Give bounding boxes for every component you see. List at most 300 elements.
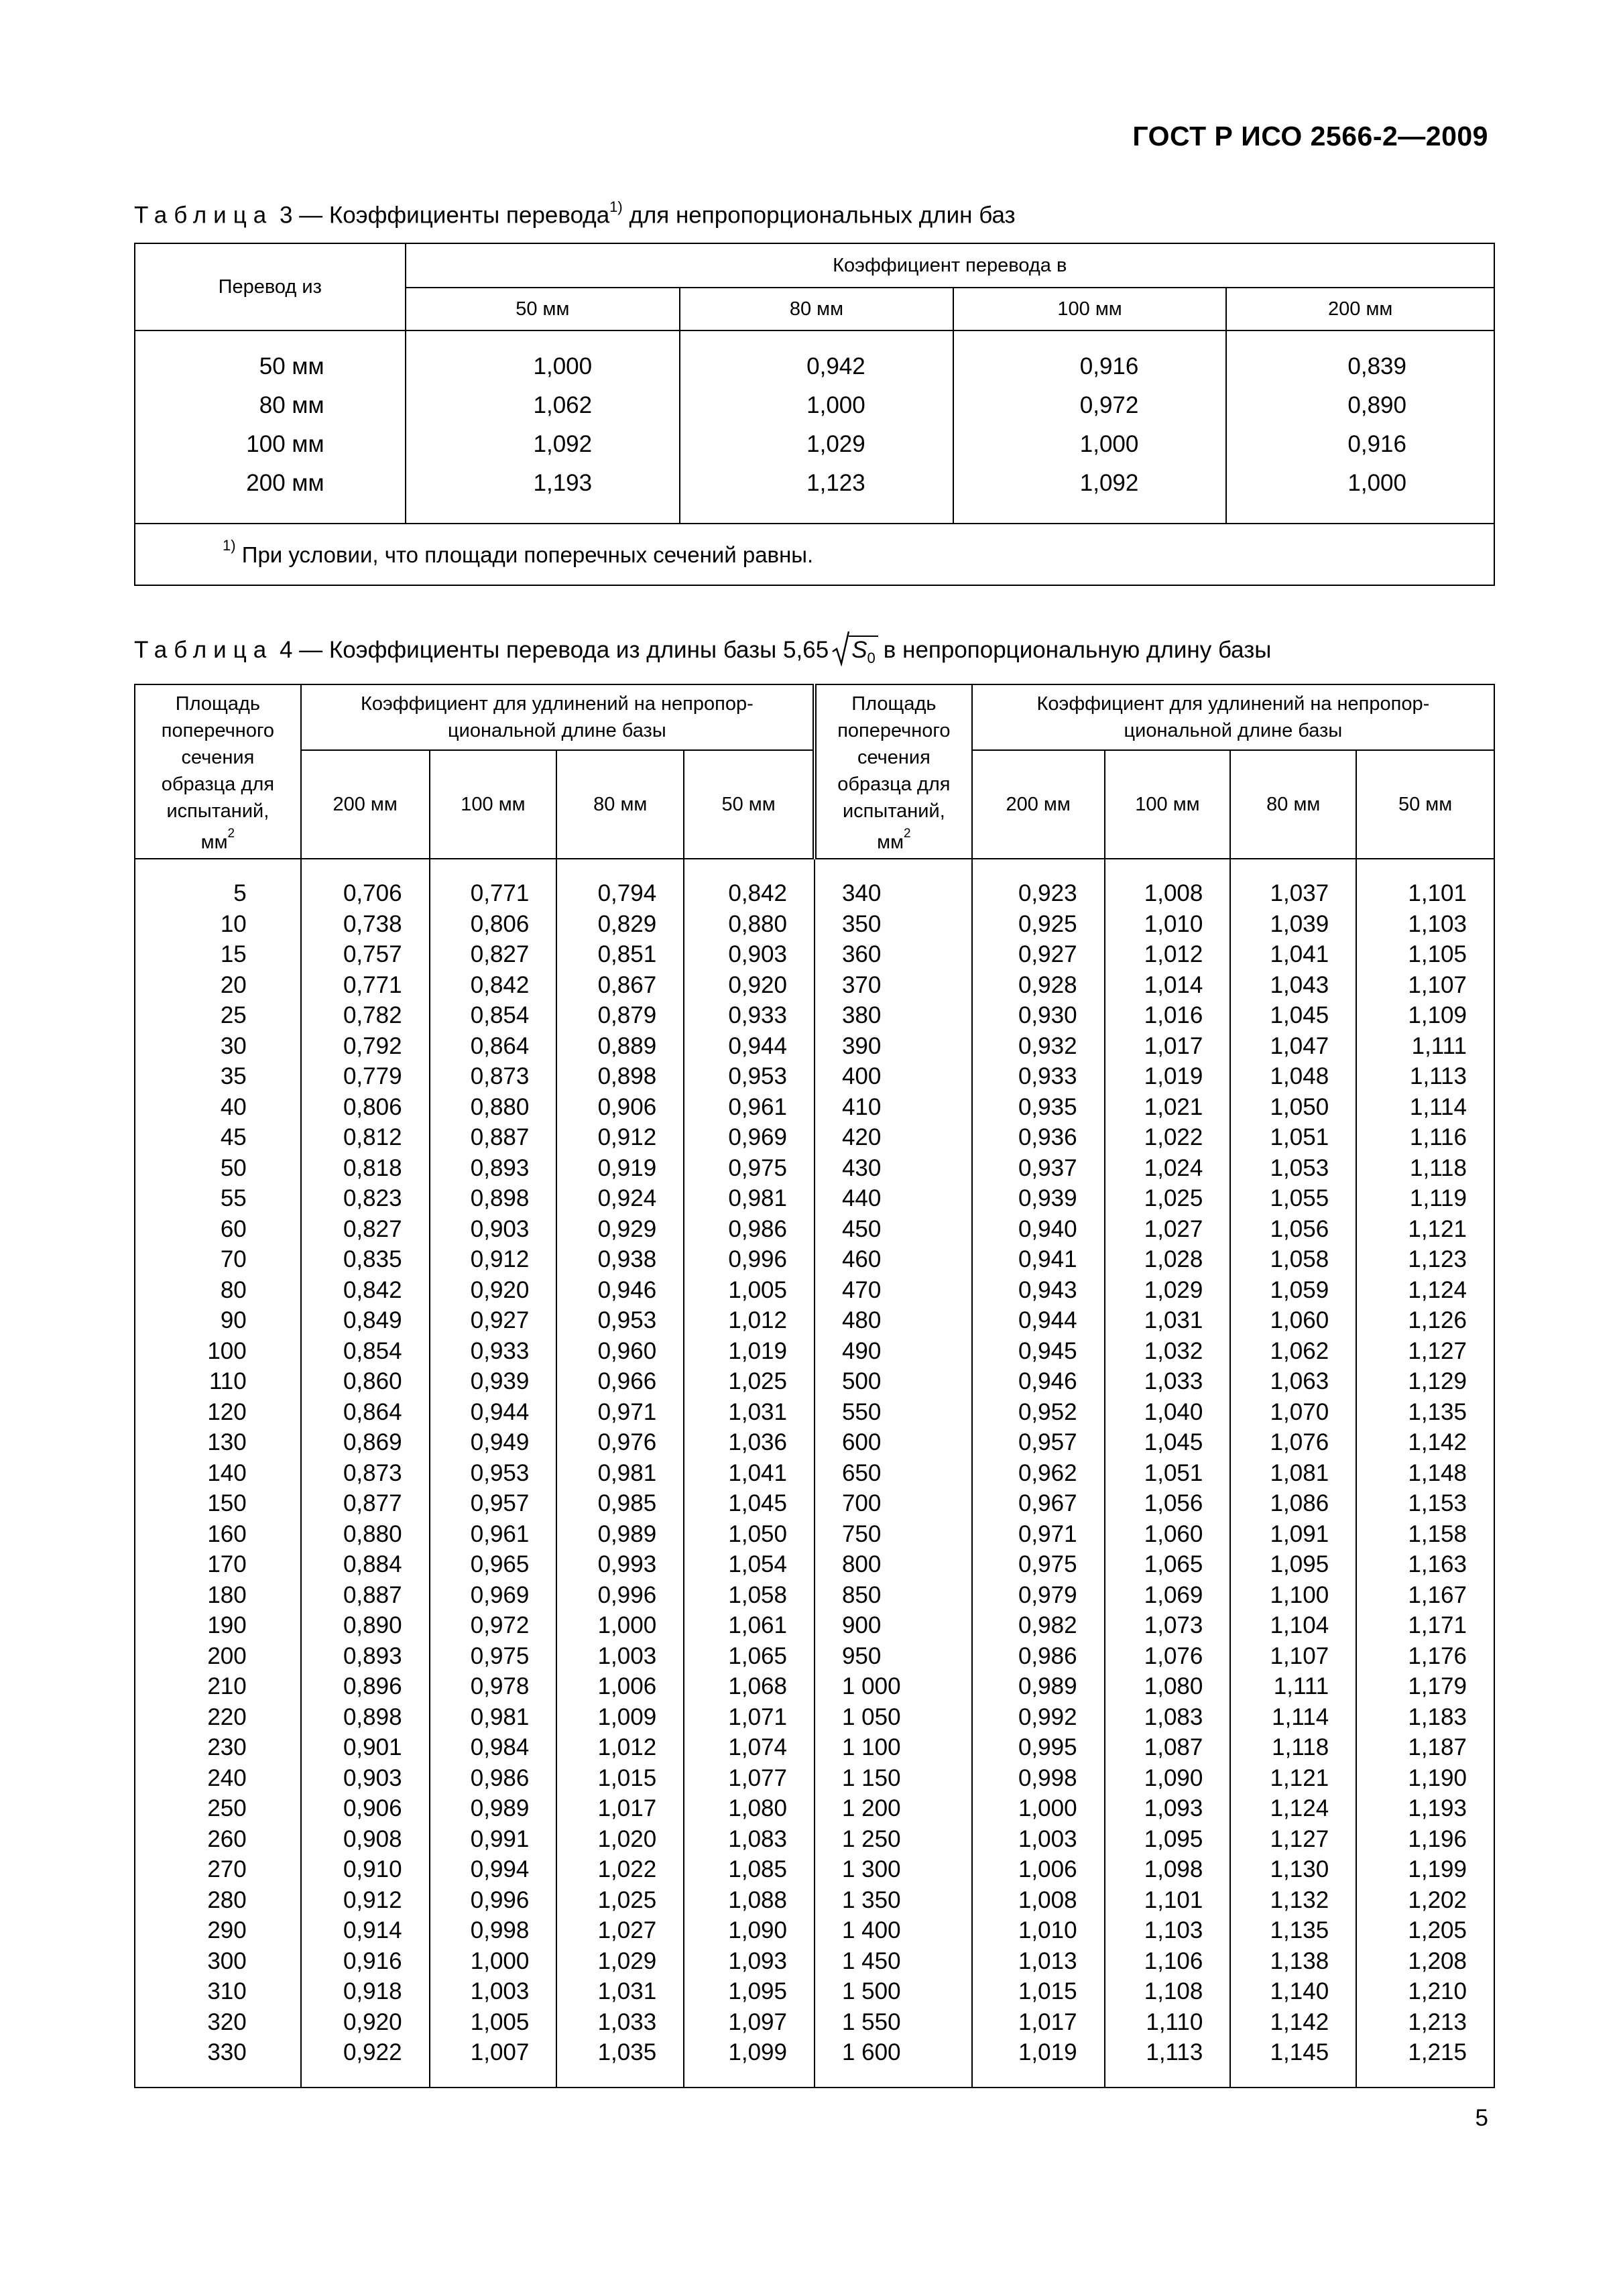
- table4-value-cell: 1,098: [1105, 1854, 1231, 1885]
- table4-value-cell: 0,957: [972, 1427, 1105, 1458]
- table4-value-cell: 1,140: [1230, 1976, 1356, 2007]
- table4-value-cell: 0,920: [684, 970, 815, 1001]
- table4: [134, 684, 1495, 2088]
- table4-value-cell: 0,906: [301, 1793, 430, 1824]
- table4-value-cell: 0,920: [430, 1275, 557, 1306]
- table4-value-cell: 1,083: [1105, 1702, 1231, 1733]
- table4-value-cell: 1,106: [1105, 1946, 1231, 1977]
- table4-caption-prefix: Таблица: [134, 637, 274, 663]
- table4-value-cell: 0,757: [301, 939, 430, 970]
- table4-value-cell: 1,135: [1230, 1915, 1356, 1946]
- table4-value-cell: 1,012: [1105, 939, 1231, 970]
- table4-value-cell: 0,827: [301, 1214, 430, 1245]
- table4-value-cell: 0,961: [684, 1092, 815, 1123]
- table4-value-cell: 0,996: [430, 1885, 557, 1916]
- table4-value-cell: 1,016: [1105, 1000, 1231, 1031]
- table3-value-cell: 0,972: [953, 386, 1227, 425]
- table4-value-cell: 0,938: [556, 1244, 684, 1275]
- table4-value-cell: 0,893: [301, 1641, 430, 1672]
- table4-value-cell: 1,090: [1105, 1763, 1231, 1794]
- table3-value-cell: 0,839: [1226, 347, 1494, 386]
- table4-value-cell: 1,113: [1105, 2037, 1231, 2068]
- table4-value-cell: 0,864: [430, 1031, 557, 1062]
- area-header-line: образца для: [837, 774, 951, 795]
- table4-area-cell: 40: [135, 1092, 301, 1123]
- table4-area-cell: 250: [135, 1793, 301, 1824]
- table4-area-cell: 120: [135, 1397, 301, 1428]
- table4-value-cell: 0,943: [972, 1275, 1105, 1306]
- table4-value-cell: 0,842: [430, 970, 557, 1001]
- table4-value-cell: 0,887: [430, 1122, 557, 1153]
- table4-value-cell: 1,190: [1356, 1763, 1494, 1794]
- table4-value-cell: 0,998: [430, 1915, 557, 1946]
- table4-area-cell: 140: [135, 1458, 301, 1489]
- table4-row: [135, 1366, 1494, 1397]
- group-header-line: Коэффициент для удлинений на непропор-: [360, 693, 754, 715]
- table4-value-cell: 0,989: [972, 1671, 1105, 1702]
- table4-value-cell: 1,045: [684, 1488, 815, 1519]
- table4-value-cell: 1,031: [684, 1397, 815, 1428]
- table4-value-cell: 0,887: [301, 1580, 430, 1611]
- table4-value-cell: 1,010: [1105, 909, 1231, 940]
- table4-value-cell: 1,017: [1105, 1031, 1231, 1062]
- table4-value-cell: 0,908: [301, 1824, 430, 1855]
- table4-value-cell: 1,031: [1105, 1305, 1231, 1336]
- table3-row: [135, 347, 1494, 386]
- table4-row: [135, 1458, 1494, 1489]
- table4-area-cell: 280: [135, 1885, 301, 1916]
- table4-value-cell: 1,103: [1356, 909, 1494, 940]
- area-header-line: поперечного: [161, 720, 275, 741]
- table4-area-cell: 260: [135, 1824, 301, 1855]
- table4-value-cell: 1,039: [1230, 909, 1356, 940]
- table4-row: [135, 1763, 1494, 1794]
- table4-area-cell: 55: [135, 1183, 301, 1214]
- table4-value-cell: 0,953: [684, 1061, 815, 1092]
- table4-area-cell: 750: [815, 1519, 972, 1550]
- table4-row: [135, 970, 1494, 1001]
- table4-value-cell: 0,949: [430, 1427, 557, 1458]
- area-header-line: образца для: [161, 774, 275, 795]
- area-header-unit-sup: 2: [904, 827, 911, 841]
- table4-value-cell: 0,946: [556, 1275, 684, 1306]
- table3-row: [135, 425, 1494, 464]
- table4-row: [135, 1183, 1494, 1214]
- table4-area-cell: 130: [135, 1427, 301, 1458]
- table4-value-cell: 1,047: [1230, 1031, 1356, 1062]
- table4-row: [135, 1275, 1494, 1306]
- table4-area-cell: 80: [135, 1275, 301, 1306]
- table4-value-cell: 1,210: [1356, 1976, 1494, 2007]
- table4-area-cell: 100: [135, 1336, 301, 1367]
- table4-value-cell: 1,069: [1105, 1580, 1231, 1611]
- table4-value-cell: 0,864: [301, 1397, 430, 1428]
- table4-value-cell: 1,020: [556, 1824, 684, 1855]
- table4-value-cell: 1,126: [1356, 1305, 1494, 1336]
- table4-value-cell: 1,104: [1230, 1610, 1356, 1641]
- table4-value-cell: 0,880: [430, 1092, 557, 1123]
- table4-value-cell: 0,879: [556, 1000, 684, 1031]
- table4-row: [135, 2037, 1494, 2068]
- table4-value-cell: 0,923: [972, 878, 1105, 909]
- table4-value-cell: 0,975: [972, 1549, 1105, 1580]
- area-header-line: испытаний,: [842, 800, 945, 822]
- table4-row: [135, 1031, 1494, 1062]
- table4-value-cell: 1,015: [972, 1976, 1105, 2007]
- table3-value-cell: 1,000: [953, 425, 1227, 464]
- table4-value-cell: 1,148: [1356, 1458, 1494, 1489]
- table4-value-cell: 0,898: [556, 1061, 684, 1092]
- table4-value-cell: 0,771: [301, 970, 430, 1001]
- table4-caption-tail: в непропорциональную длину базы: [883, 637, 1272, 663]
- table4-value-cell: 1,060: [1105, 1519, 1231, 1550]
- table4-value-cell: 0,998: [972, 1763, 1105, 1794]
- table4-area-cell: 20: [135, 970, 301, 1001]
- table4-value-cell: 0,965: [430, 1549, 557, 1580]
- table4-value-cell: 0,986: [430, 1763, 557, 1794]
- table4-value-cell: 1,118: [1230, 1732, 1356, 1763]
- table4-value-cell: 1,065: [684, 1641, 815, 1672]
- table4-value-cell: 1,108: [1105, 1976, 1231, 2007]
- table3-from-cell: 200 мм: [135, 464, 406, 503]
- table4-row: [135, 1824, 1494, 1855]
- table4-value-cell: 0,961: [430, 1519, 557, 1550]
- table4-col-header: 100 мм: [430, 750, 557, 859]
- table4-value-cell: 1,130: [1230, 1854, 1356, 1885]
- table4-value-cell: 0,901: [301, 1732, 430, 1763]
- table4-area-cell: 10: [135, 909, 301, 940]
- table4-value-cell: 0,918: [301, 1976, 430, 2007]
- table4-value-cell: 0,912: [430, 1244, 557, 1275]
- table4-value-cell: 0,952: [972, 1397, 1105, 1428]
- table4-value-cell: 0,794: [556, 878, 684, 909]
- table4-value-cell: 0,976: [556, 1427, 684, 1458]
- table3-footnote-text: При условии, что площади поперечных сечений равны.: [235, 542, 814, 567]
- table4-value-cell: 0,890: [301, 1610, 430, 1641]
- table4-row: [135, 1976, 1494, 2007]
- table4-value-cell: 1,032: [1105, 1336, 1231, 1367]
- table4-value-cell: 1,121: [1230, 1763, 1356, 1794]
- table4-value-cell: 1,073: [1105, 1610, 1231, 1641]
- table4-area-cell: 340: [815, 878, 972, 909]
- table4-value-cell: 0,994: [430, 1854, 557, 1885]
- table4-value-cell: 0,738: [301, 909, 430, 940]
- table4-value-cell: 1,123: [1356, 1244, 1494, 1275]
- table4-value-cell: 0,898: [301, 1702, 430, 1733]
- table4-value-cell: 0,935: [972, 1092, 1105, 1123]
- table4-value-cell: 1,087: [1105, 1732, 1231, 1763]
- table4-row: [135, 2007, 1494, 2038]
- table4-area-cell: 440: [815, 1183, 972, 1214]
- table4-area-cell: 400: [815, 1061, 972, 1092]
- table4-area-cell: 330: [135, 2037, 301, 2068]
- area-header-line: сечения: [181, 747, 255, 768]
- table4-value-cell: 1,007: [430, 2037, 557, 2068]
- table4-area-cell: 470: [815, 1275, 972, 1306]
- table4-value-cell: 1,086: [1230, 1488, 1356, 1519]
- table4-col-header: 100 мм: [1105, 750, 1231, 859]
- table4-value-cell: 0,924: [556, 1183, 684, 1214]
- table4-value-cell: 0,919: [556, 1153, 684, 1184]
- table4-value-cell: 1,012: [556, 1732, 684, 1763]
- table4-value-cell: 0,854: [430, 1000, 557, 1031]
- table4-value-cell: 1,163: [1356, 1549, 1494, 1580]
- table4-value-cell: 1,179: [1356, 1671, 1494, 1702]
- table4-row: [135, 1397, 1494, 1428]
- table3-row: [135, 464, 1494, 503]
- table4-value-cell: 1,053: [1230, 1153, 1356, 1184]
- table4-value-cell: 0,880: [684, 909, 815, 940]
- table4-value-cell: 0,827: [430, 939, 557, 970]
- table4-area-cell: 15: [135, 939, 301, 970]
- table3-row: [135, 386, 1494, 425]
- table4-value-cell: 1,124: [1356, 1275, 1494, 1306]
- table4-area-cell: 650: [815, 1458, 972, 1489]
- table3-caption-prefix: Таблица: [134, 202, 274, 229]
- table4-value-cell: 1,033: [556, 2007, 684, 2038]
- table4-value-cell: 1,116: [1356, 1122, 1494, 1153]
- table4-value-cell: 0,912: [301, 1885, 430, 1916]
- table4-value-cell: 0,960: [556, 1336, 684, 1367]
- group-header-line: Коэффициент для удлинений на непропор-: [1036, 693, 1430, 715]
- table4-value-cell: 0,910: [301, 1854, 430, 1885]
- table4-value-cell: 0,823: [301, 1183, 430, 1214]
- table4-value-cell: 1,153: [1356, 1488, 1494, 1519]
- table4-area-cell: 600: [815, 1427, 972, 1458]
- table4-value-cell: 0,903: [684, 939, 815, 970]
- table4-value-cell: 1,202: [1356, 1885, 1494, 1916]
- table4-value-cell: 1,111: [1230, 1671, 1356, 1702]
- table4-value-cell: 0,933: [684, 1000, 815, 1031]
- table4-value-cell: 1,176: [1356, 1641, 1494, 1672]
- table4-value-cell: 1,000: [972, 1793, 1105, 1824]
- table4-value-cell: 1,056: [1230, 1214, 1356, 1245]
- table4-area-cell: 200: [135, 1641, 301, 1672]
- table4-value-cell: 1,129: [1356, 1366, 1494, 1397]
- table4-area-cell: 350: [815, 909, 972, 940]
- table4-area-cell: 240: [135, 1763, 301, 1794]
- table4-value-cell: 1,028: [1105, 1244, 1231, 1275]
- table4-value-cell: 0,906: [556, 1092, 684, 1123]
- table4-value-cell: 0,903: [301, 1763, 430, 1794]
- table4-value-cell: 0,991: [430, 1824, 557, 1855]
- table4-area-cell: 460: [815, 1244, 972, 1275]
- table4-area-cell: 1 050: [815, 1702, 972, 1733]
- table4-value-cell: 0,975: [684, 1153, 815, 1184]
- table4-value-cell: 0,969: [684, 1122, 815, 1153]
- table4-col-header: 80 мм: [1230, 750, 1356, 859]
- table3-value-cell: 1,000: [406, 347, 680, 386]
- table4-value-cell: 1,138: [1230, 1946, 1356, 1977]
- table3-caption-title: 3 — Коэффициенты перевода: [273, 202, 610, 229]
- table4-value-cell: 0,975: [430, 1641, 557, 1672]
- table4-value-cell: 0,989: [556, 1519, 684, 1550]
- table3-value-cell: 1,092: [406, 425, 680, 464]
- table4-value-cell: 1,006: [556, 1671, 684, 1702]
- table3: [134, 243, 1495, 586]
- table4-value-cell: 1,101: [1105, 1885, 1231, 1916]
- table4-area-cell: 1 500: [815, 1976, 972, 2007]
- table4-row: [135, 1885, 1494, 1916]
- table3-col-header: 80 мм: [680, 288, 953, 330]
- table4-area-cell: 25: [135, 1000, 301, 1031]
- table4-value-cell: 1,193: [1356, 1793, 1494, 1824]
- table4-value-cell: 0,916: [301, 1946, 430, 1977]
- table4-value-cell: 1,113: [1356, 1061, 1494, 1092]
- table4-row: [135, 878, 1494, 909]
- table4-row: [135, 1092, 1494, 1123]
- table4-row: [135, 1336, 1494, 1367]
- table4-value-cell: 1,111: [1356, 1031, 1494, 1062]
- table4-value-cell: 0,893: [430, 1153, 557, 1184]
- table4-area-cell: 50: [135, 1153, 301, 1184]
- table4-value-cell: 1,029: [1105, 1275, 1231, 1306]
- table4-area-cell: 1 400: [815, 1915, 972, 1946]
- table4-value-cell: 1,056: [1105, 1488, 1231, 1519]
- table3-body: [135, 330, 1494, 503]
- table4-area-cell: 170: [135, 1549, 301, 1580]
- table4-value-cell: 0,835: [301, 1244, 430, 1275]
- table3-value-cell: 1,062: [406, 386, 680, 425]
- table4-value-cell: 0,995: [972, 1732, 1105, 1763]
- standard-designation: ГОСТ Р ИСО 2566-2—2009: [1132, 121, 1488, 152]
- table4-value-cell: 1,008: [1105, 878, 1231, 909]
- table4-value-cell: 1,065: [1105, 1549, 1231, 1580]
- table4-value-cell: 1,103: [1105, 1915, 1231, 1946]
- table3-value-cell: 1,092: [953, 464, 1227, 503]
- table4-value-cell: 0,842: [684, 878, 815, 909]
- table4-area-cell: 220: [135, 1702, 301, 1733]
- table4-col-header: 200 мм: [972, 750, 1105, 859]
- table3-to-header: Коэффициент перевода в: [406, 243, 1494, 288]
- table4-value-cell: 0,981: [684, 1183, 815, 1214]
- table4-value-cell: 1,037: [1230, 878, 1356, 909]
- table4-value-cell: 1,054: [684, 1549, 815, 1580]
- table4-value-cell: 1,196: [1356, 1824, 1494, 1855]
- table4-value-cell: 0,806: [430, 909, 557, 940]
- table4-value-cell: 0,812: [301, 1122, 430, 1153]
- table4-value-cell: 1,077: [684, 1763, 815, 1794]
- table4-row: [135, 1488, 1494, 1519]
- table4-value-cell: 0,806: [301, 1092, 430, 1123]
- table4-value-cell: 1,036: [684, 1427, 815, 1458]
- table4-row: [135, 1610, 1494, 1641]
- table4-value-cell: 0,877: [301, 1488, 430, 1519]
- table4-value-cell: 1,009: [556, 1702, 684, 1733]
- table4-caption: [134, 636, 1271, 667]
- table4-value-cell: 0,967: [972, 1488, 1105, 1519]
- table4-row: [135, 1671, 1494, 1702]
- table4-value-cell: 1,114: [1230, 1702, 1356, 1733]
- table4-value-cell: 0,771: [430, 878, 557, 909]
- area-header-unit: мм: [200, 831, 228, 853]
- table4-value-cell: 1,093: [1105, 1793, 1231, 1824]
- table3-value-cell: 0,890: [1226, 386, 1494, 425]
- table4-area-cell: 150: [135, 1488, 301, 1519]
- table3-caption: [134, 198, 1016, 229]
- table4-row: [135, 1549, 1494, 1580]
- table4-value-cell: 1,183: [1356, 1702, 1494, 1733]
- table4-value-cell: 1,045: [1105, 1427, 1231, 1458]
- table4-area-cell: 430: [815, 1153, 972, 1184]
- table4-value-cell: 0,971: [556, 1397, 684, 1428]
- table4-area-cell: 160: [135, 1519, 301, 1550]
- table4-value-cell: 1,076: [1105, 1641, 1231, 1672]
- table4-value-cell: 0,898: [430, 1183, 557, 1214]
- table4-value-cell: 0,867: [556, 970, 684, 1001]
- table4-area-cell: 360: [815, 939, 972, 970]
- table4-value-cell: 1,119: [1356, 1183, 1494, 1214]
- table4-area-cell: 1 200: [815, 1793, 972, 1824]
- table4-value-cell: 1,187: [1356, 1732, 1494, 1763]
- table4-value-cell: 1,142: [1230, 2007, 1356, 2038]
- table3-footnote: [135, 524, 1494, 585]
- table4-value-cell: 1,107: [1230, 1641, 1356, 1672]
- table4-value-cell: 1,127: [1356, 1336, 1494, 1367]
- table4-value-cell: 0,939: [972, 1183, 1105, 1214]
- table4-value-cell: 0,944: [684, 1031, 815, 1062]
- table4-area-cell: 490: [815, 1336, 972, 1367]
- table4-value-cell: 0,957: [430, 1488, 557, 1519]
- table4-row: [135, 1244, 1494, 1275]
- table4-value-cell: 0,941: [972, 1244, 1105, 1275]
- table4-value-cell: 0,782: [301, 1000, 430, 1031]
- table4-value-cell: 1,171: [1356, 1610, 1494, 1641]
- table4-area-cell: 180: [135, 1580, 301, 1611]
- table4-value-cell: 1,091: [1230, 1519, 1356, 1550]
- table4-value-cell: 1,012: [684, 1305, 815, 1336]
- group-header-line: циональной длине базы: [448, 720, 666, 741]
- table4-area-cell: 1 150: [815, 1763, 972, 1794]
- table4-value-cell: 1,213: [1356, 2007, 1494, 2038]
- table4-area-cell: 420: [815, 1122, 972, 1153]
- table4-value-cell: 0,982: [972, 1610, 1105, 1641]
- table4-value-cell: 0,981: [556, 1458, 684, 1489]
- table4-value-cell: 1,142: [1356, 1427, 1494, 1458]
- table3-from-cell: 50 мм: [135, 347, 406, 386]
- table4-value-cell: 1,058: [684, 1580, 815, 1611]
- table3-col-header: 200 мм: [1226, 288, 1494, 330]
- table4-value-cell: 0,854: [301, 1336, 430, 1367]
- table4-value-cell: 1,118: [1356, 1153, 1494, 1184]
- table4-value-cell: 1,199: [1356, 1854, 1494, 1885]
- table4-area-header: [135, 684, 301, 859]
- table4-value-cell: 1,027: [556, 1915, 684, 1946]
- table4-area-cell: 90: [135, 1305, 301, 1336]
- table4-value-cell: 1,035: [556, 2037, 684, 2068]
- table4-area-header: [815, 684, 972, 859]
- table4-area-cell: 70: [135, 1244, 301, 1275]
- table4-value-cell: 0,992: [972, 1702, 1105, 1733]
- table4-value-cell: 1,095: [1105, 1824, 1231, 1855]
- table4-value-cell: 1,114: [1356, 1092, 1494, 1123]
- table4-area-cell: 1 600: [815, 2037, 972, 2068]
- table4-area-cell: 1 450: [815, 1946, 972, 1977]
- table4-value-cell: 1,019: [1105, 1061, 1231, 1092]
- table3-from-cell: 100 мм: [135, 425, 406, 464]
- table3-value-cell: 1,000: [1226, 464, 1494, 503]
- table4-area-cell: 230: [135, 1732, 301, 1763]
- table4-value-cell: 0,929: [556, 1214, 684, 1245]
- table4-area-cell: 410: [815, 1092, 972, 1123]
- table4-value-cell: 1,100: [1230, 1580, 1356, 1611]
- table4-row: [135, 939, 1494, 970]
- table4-area-cell: 850: [815, 1580, 972, 1611]
- table4-area-cell: 900: [815, 1610, 972, 1641]
- table4-value-cell: 0,925: [972, 909, 1105, 940]
- table4-value-cell: 1,050: [684, 1519, 815, 1550]
- table4-value-cell: 0,896: [301, 1671, 430, 1702]
